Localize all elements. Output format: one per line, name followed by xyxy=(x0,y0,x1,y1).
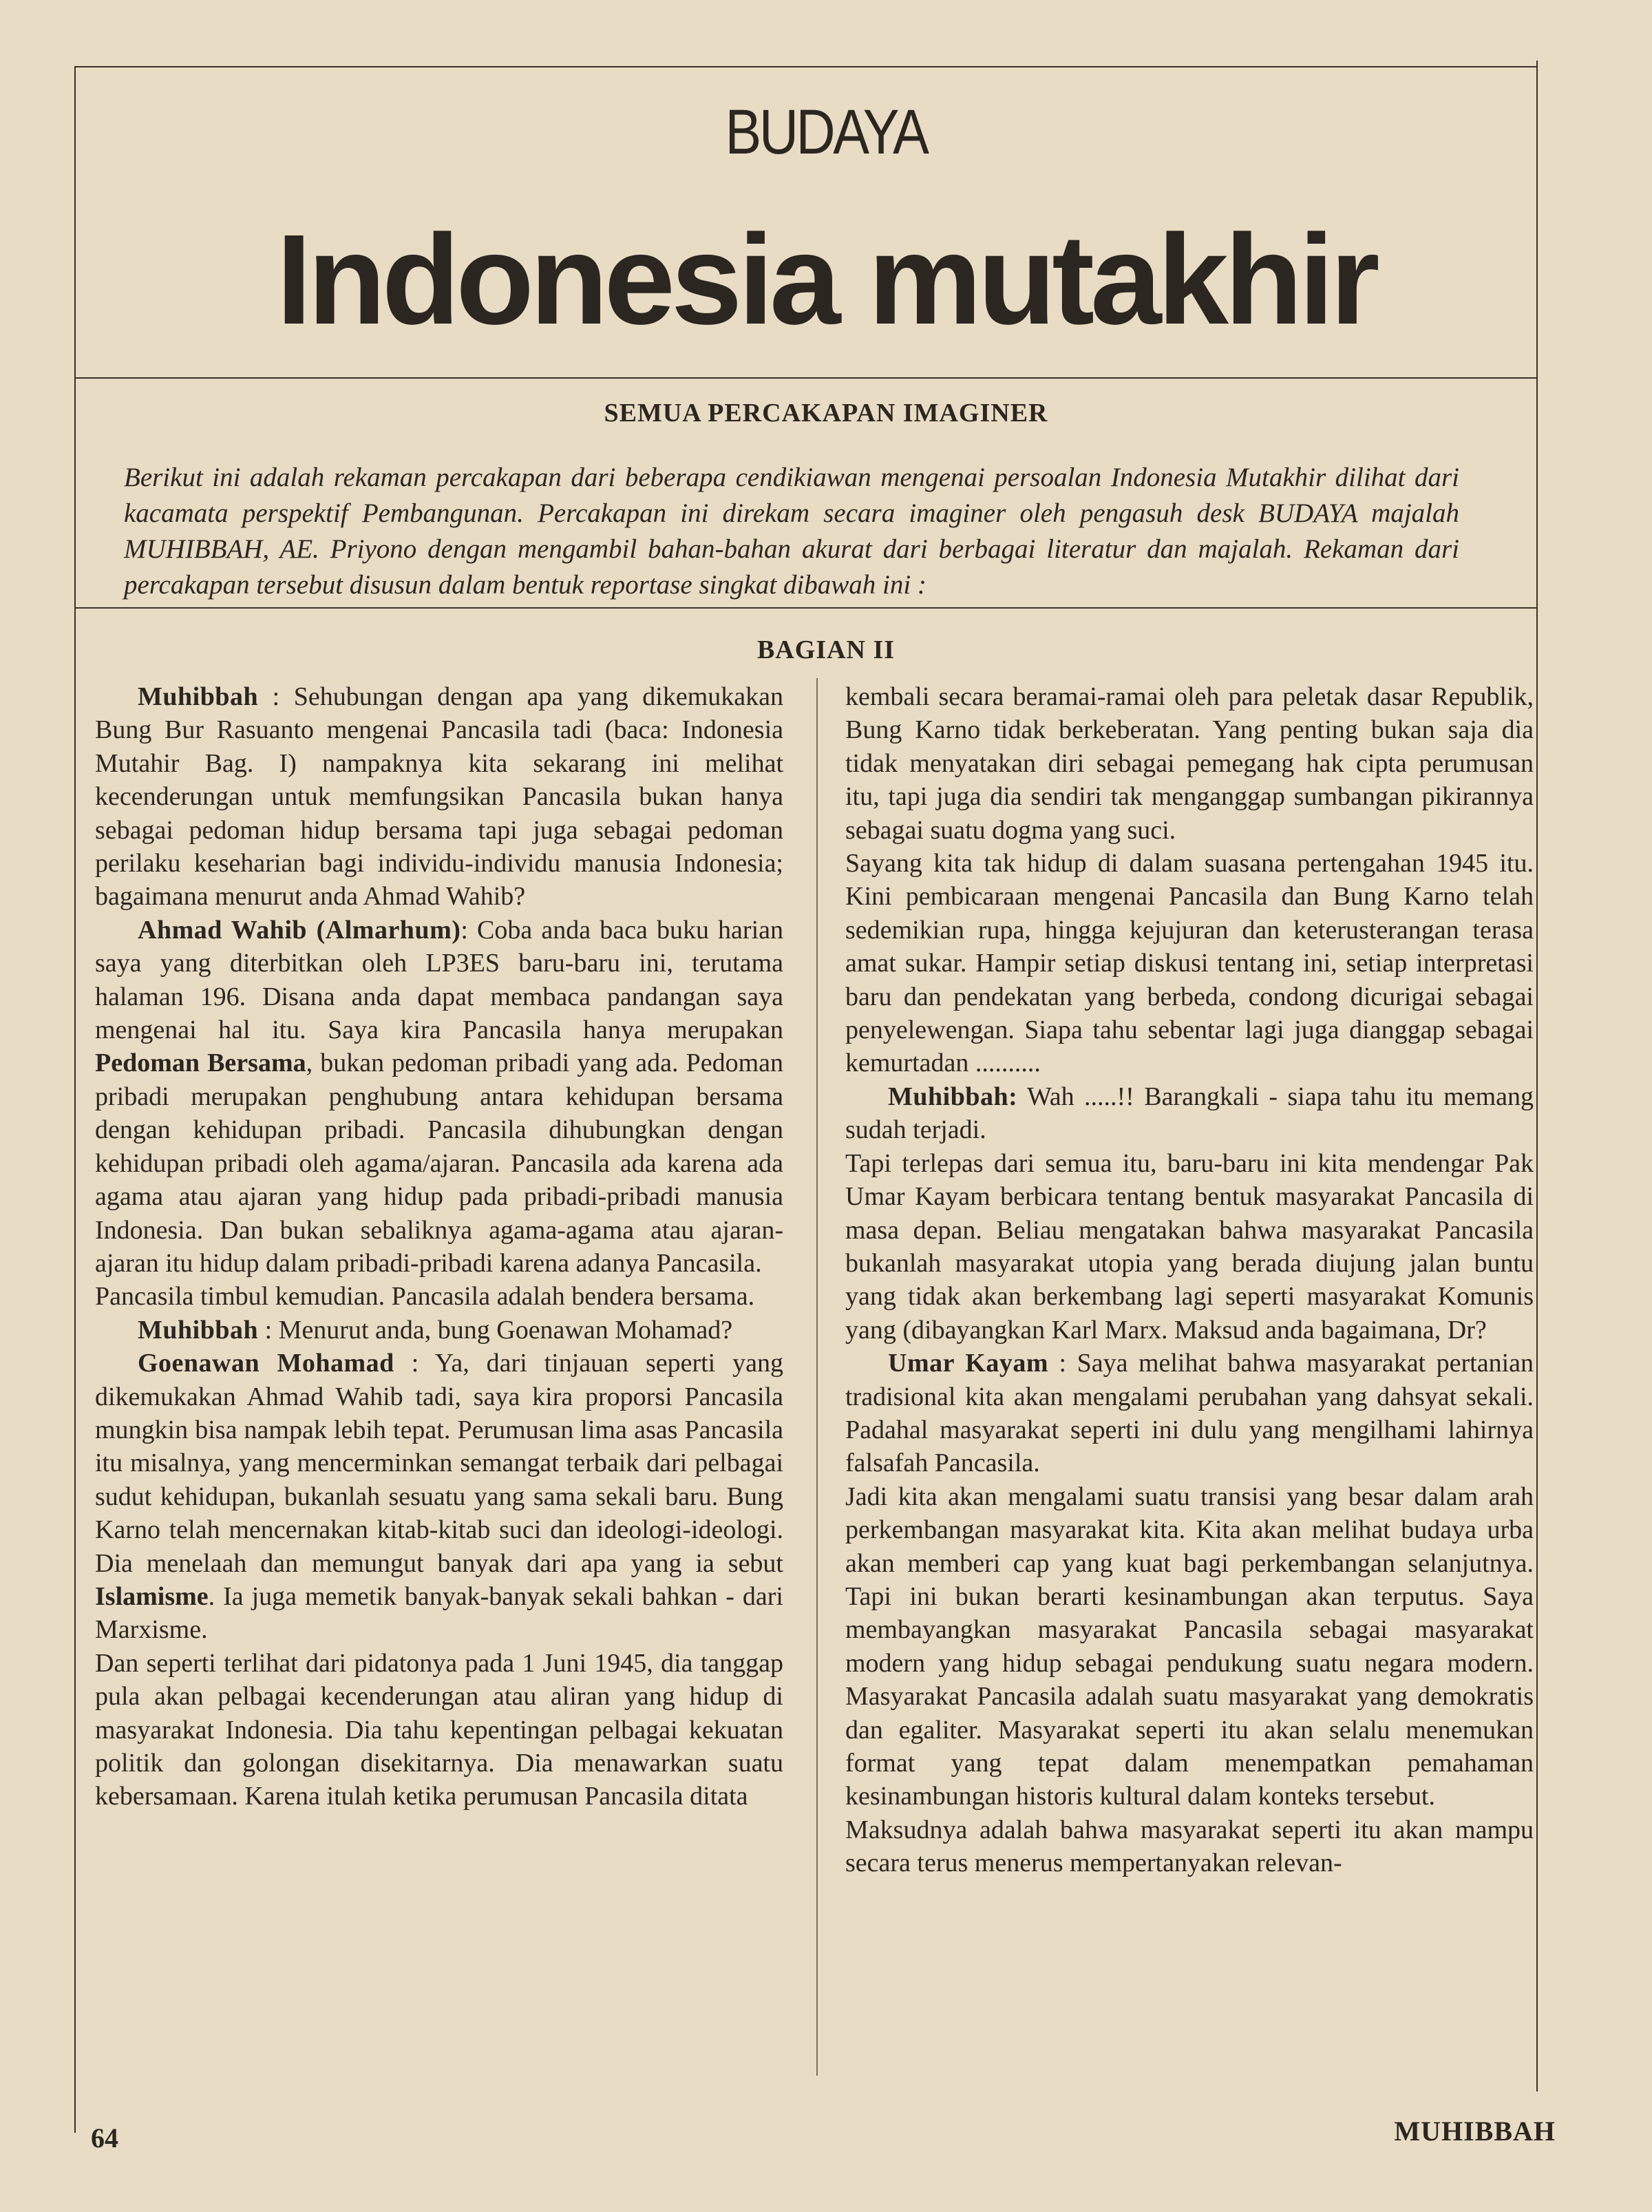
speaker-name: Ahmad Wahib (Almarhum) xyxy=(138,915,461,945)
paragraph xyxy=(845,680,1534,847)
speaker-name: Muhibbah xyxy=(138,1315,259,1345)
part-heading: BAGIAN II xyxy=(756,635,896,664)
paragraph-text: : Saya melihat bahwa masyarakat pertanian tradisional kita akan mengalami perubahan yang dahsyat sekali. Padahal masyarakat seperti ini dulu yang mengilhami lahirnya falsafah Pancasila. xyxy=(845,1349,1534,1478)
paragraph xyxy=(95,680,783,914)
paragraph-text: Maksudnya adalah bahwa masyarakat seperti itu akan mampu secara terus menerus mempertanyakan relevan- xyxy=(845,1815,1534,1878)
left-column xyxy=(95,680,783,2078)
speaker-name: Muhibbah xyxy=(138,682,259,711)
paragraph xyxy=(845,1480,1534,1813)
paragraph-text: Wah .....!! Barangkali - siapa tahu itu memang sudah terjadi. xyxy=(845,1082,1534,1145)
speaker-name: Muhibbah: xyxy=(888,1082,1018,1111)
paragraph-text: . Ia juga memetik banyak-banyak sekali bahkan - dari Marxisme. xyxy=(95,1581,783,1645)
paragraph-text: , bukan pedoman pribadi yang ada. Pedoman pribadi merupakan penghubung antara kehidupan bersama dengan kehidupan pribadi. Pancasila dihubungkan dengan kehidupan pribadi oleh agama/ajaran. Pancasila ada karena ada agama atau ajaran yang hidup pada pribadi-pribadi manusia Indonesia. Dan bukan sebaliknya agama-agama atau ajaran-ajaran itu hidup dalam pribadi-pribadi karena adanya Pancasila. xyxy=(95,1049,783,1278)
emphasis-text: Pedoman Bersama xyxy=(95,1049,306,1078)
paragraph xyxy=(95,914,783,1280)
paragraph xyxy=(845,1147,1534,1347)
magazine-name: MUHIBBAH xyxy=(1394,2116,1556,2147)
speaker-name: Goenawan Mohamad xyxy=(138,1349,394,1378)
paragraph xyxy=(845,1080,1534,1147)
intro-bottom-rule xyxy=(74,607,1538,609)
paragraph-text: Jadi kita akan mengalami suatu transisi yang besar dalam arah perkembangan masyarakat kita. Kita akan melihat budaya urba akan memberi cap yang kuat bagi perkembangan selanjutnya. Tapi ini bukan berarti kesinambungan akan terputus. Saya membayangkan masyarakat Pancasila sebagai masyarakat modern yang hidup sebagai pendukung suatu negara modern. Masyarakat Pancasila adalah suatu masyarakat yang demokratis dan egaliter. Masyarakat seperti itu akan selalu menemukan format yang tepat dalam menempatkan pemahaman kesinambungan historis kultural dalam konteks tersebut. xyxy=(845,1482,1534,1811)
paragraph xyxy=(95,1314,783,1347)
right-column xyxy=(845,680,1534,2078)
paragraph xyxy=(845,1813,1534,1880)
paragraph-text: Tapi terlepas dari semua itu, baru-baru ini kita mendengar Pak Umar Kayam berbicara tentang bentuk masyarakat Pancasila di masa depan. Beliau mengatakan bahwa masyarakat Pancasila bukanlah masyarakat utopia yang berada diujung jalan buntu yang tidak akan berkembang lagi seperti masyarakat Komunis yang (dibayangkan Karl Marx. Maksud anda bagaimana, Dr? xyxy=(845,1148,1534,1345)
paragraph-text: : Coba anda baca buku harian saya yang diterbitkan oleh LP3ES baru-baru ini, terutama halaman 196. Disana anda dapat membaca pandangan saya mengenai hal itu. Saya kira Pancasila hanya merupakan xyxy=(95,915,783,1045)
subheading: SEMUA PERCAKAPAN IMAGINER xyxy=(604,399,1048,428)
paragraph xyxy=(95,1347,783,1647)
section-label: BUDAYA xyxy=(725,97,927,167)
paragraph-text: : Sehubungan dengan apa yang dikemukakan Bung Bur Rasuanto mengenai Pancasila tadi (baca: Indonesia Mutahir Bag. I) nampaknya kita sekarang ini melihat kecenderungan untuk memfungsikan Pancasila bukan hanya sebagai pedoman hidup bersama tapi juga sebagai pedoman perilaku keseharian bagi individu-individu manusia Indonesia; bagaimana menurut anda Ahmad Wahib? xyxy=(95,682,783,912)
paragraph-text: Dan seperti terlihat dari pidatonya pada 1 Juni 1945, dia tanggap pula akan pelbagai kecenderungan atau aliran yang hidup di masyarakat Indonesia. Dia tahu kepentingan pelbagai kekuatan politik dan golongan disekitarnya. Dia menawarkan suatu kebersamaan. Karena itulah ketika perumusan Pancasila ditata xyxy=(95,1648,783,1811)
page-title: Indonesia mutakhir xyxy=(276,209,1376,351)
paragraph xyxy=(845,1347,1534,1480)
paragraph xyxy=(845,847,1534,1080)
speaker-name: Umar Kayam xyxy=(888,1349,1048,1378)
paragraph-text: Sayang kita tak hidup di dalam suasana pertengahan 1945 itu. Kini pembicaraan mengenai Pancasila dan Bung Karno telah sedemikian rupa, hingga kejujuran dan keterusterangan terasa amat sukar. Hampir setiap diskusi tentang ini, setiap interpretasi baru dan pendekatan yang berbeda, condong dicurigai sebagai penyelewengan. Siapa tahu sebentar lagi juga dianggap sebagai kemurtadan .......... xyxy=(845,849,1534,1078)
paragraph xyxy=(95,1280,783,1313)
paragraph-text: kembali secara beramai-ramai oleh para peletak dasar Republik, Bung Karno tidak berkeberatan. Yang penting bukan saja dia tidak menyatakan diri sebagai pemegang hak cipta perumusan itu, tapi juga dia sendiri tak menganggap sumbangan pikirannya sebagai suatu dogma yang suci. xyxy=(845,682,1534,845)
emphasis-text: Islamisme xyxy=(95,1581,209,1611)
paragraph xyxy=(95,1647,783,1813)
paragraph-text: : Menurut anda, bung Goenawan Mohamad? xyxy=(258,1315,733,1345)
column-divider xyxy=(816,678,818,2076)
frame-right-rule xyxy=(1536,61,1538,2092)
page-number: 64 xyxy=(91,2123,118,2153)
paragraph-text: Pancasila timbul kemudian. Pancasila adalah bendera bersama. xyxy=(95,1282,755,1312)
paragraph-text: : Ya, dari tinjauan seperti yang dikemukakan Ahmad Wahib tadi, saya kira proporsi Pancasila mungkin bisa nampak lebih tepat. Perumusan lima asas Pancasila itu misalnya, yang mencerminkan semangat terbaik dari pelbagai sudut kehidupan, bukanlah sesuatu yang sama sekali baru. Bung Karno telah mencernakan kitab-kitab suci dan ideologi-ideologi. Dia menelaah dan memungut banyak dari apa yang ia sebut xyxy=(95,1349,783,1578)
frame-top-rule xyxy=(74,66,1538,67)
header-bottom-rule xyxy=(74,377,1538,379)
intro-paragraph: Berikut ini adalah rekaman percakapan dari beberapa cendikiawan mengenai persoalan Indonesia Mutakhir dilihat dari kacamata perspektif Pembangunan. Percakapan ini direkam secara imaginer oleh pengasuh desk BUDAYA majalah MUHIBBAH, AE. Priyono dengan mengambil bahan-bahan akurat dari berbagai literatur dan majalah. Rekaman dari percakapan tersebut disusun dalam bentuk reportase singkat dibawah ini : xyxy=(124,463,1459,600)
